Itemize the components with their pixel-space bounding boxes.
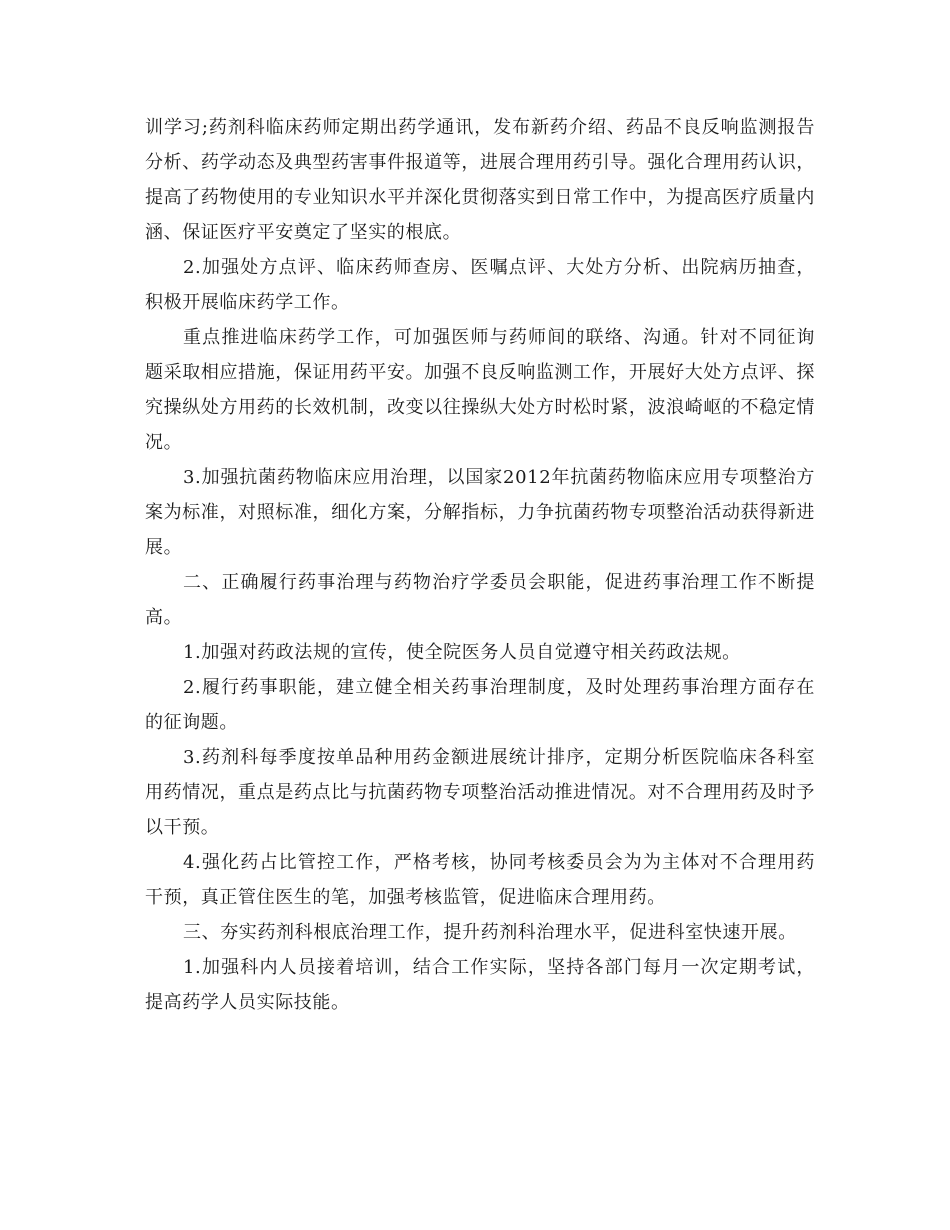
paragraph: 2.加强处方点评、临床药师查房、医嘱点评、大处方分析、出院病历抽查，积极开展临床药学工作。 [145, 257, 815, 313]
paragraph: 1.加强对药政法规的宣传，使全院医务人员自觉遵守相关药政法规。 [183, 642, 741, 663]
document-body [145, 110, 815, 1020]
paragraph: 2.履行药事职能，建立健全相关药事治理制度，及时处理药事治理方面存在的征询题。 [145, 677, 815, 733]
paragraph: 4.强化药占比管控工作，严格考核，协同考核委员会为为主体对不合理用药干预，真正管住医生的笔，加强考核监管，促进临床合理用药。 [145, 852, 815, 908]
paragraph: 1.加强科内人员接着培训，结合工作实际，坚持各部门每月一次定期考试，提高药学人员实际技能。 [145, 957, 815, 1013]
paragraph: 训学习;药剂科临床药师定期出药学通讯，发布新药介绍、药品不良反响监测报告分析、药学动态及典型药害事件报道等，进展合理用药引导。强化合理用药认识，提高了药物使用的专业知识水平并深化贯彻落实到日常工作中，为提高医疗质量内涵、保证医疗平安奠定了坚实的根底。 [145, 117, 815, 243]
section-heading: 二、正确履行药事治理与药物治疗学委员会职能，促进药事治理工作不断提高。 [145, 572, 815, 628]
section-heading: 三、夯实药剂科根底治理工作，提升药剂科治理水平，促进科室快速开展。 [183, 922, 797, 943]
paragraph: 3.加强抗菌药物临床应用治理，以国家2012年抗菌药物临床应用专项整治方案为标准，对照标准，细化方案，分解指标，力争抗菌药物专项整治活动获得新进展。 [145, 467, 815, 558]
paragraph: 重点推进临床药学工作，可加强医师与药师间的联络、沟通。针对不同征询题采取相应措施，保证用药平安。加强不良反响监测工作，开展好大处方点评、探究操纵处方用药的长效机制，改变以往操纵大处方时松时紧，波浪崎岖的不稳定情况。 [145, 327, 815, 453]
paragraph: 3.药剂科每季度按单品种用药金额进展统计排序，定期分析医院临床各科室用药情况，重点是药点比与抗菌药物专项整治活动推进情况。对不合理用药及时予以干预。 [145, 747, 815, 838]
